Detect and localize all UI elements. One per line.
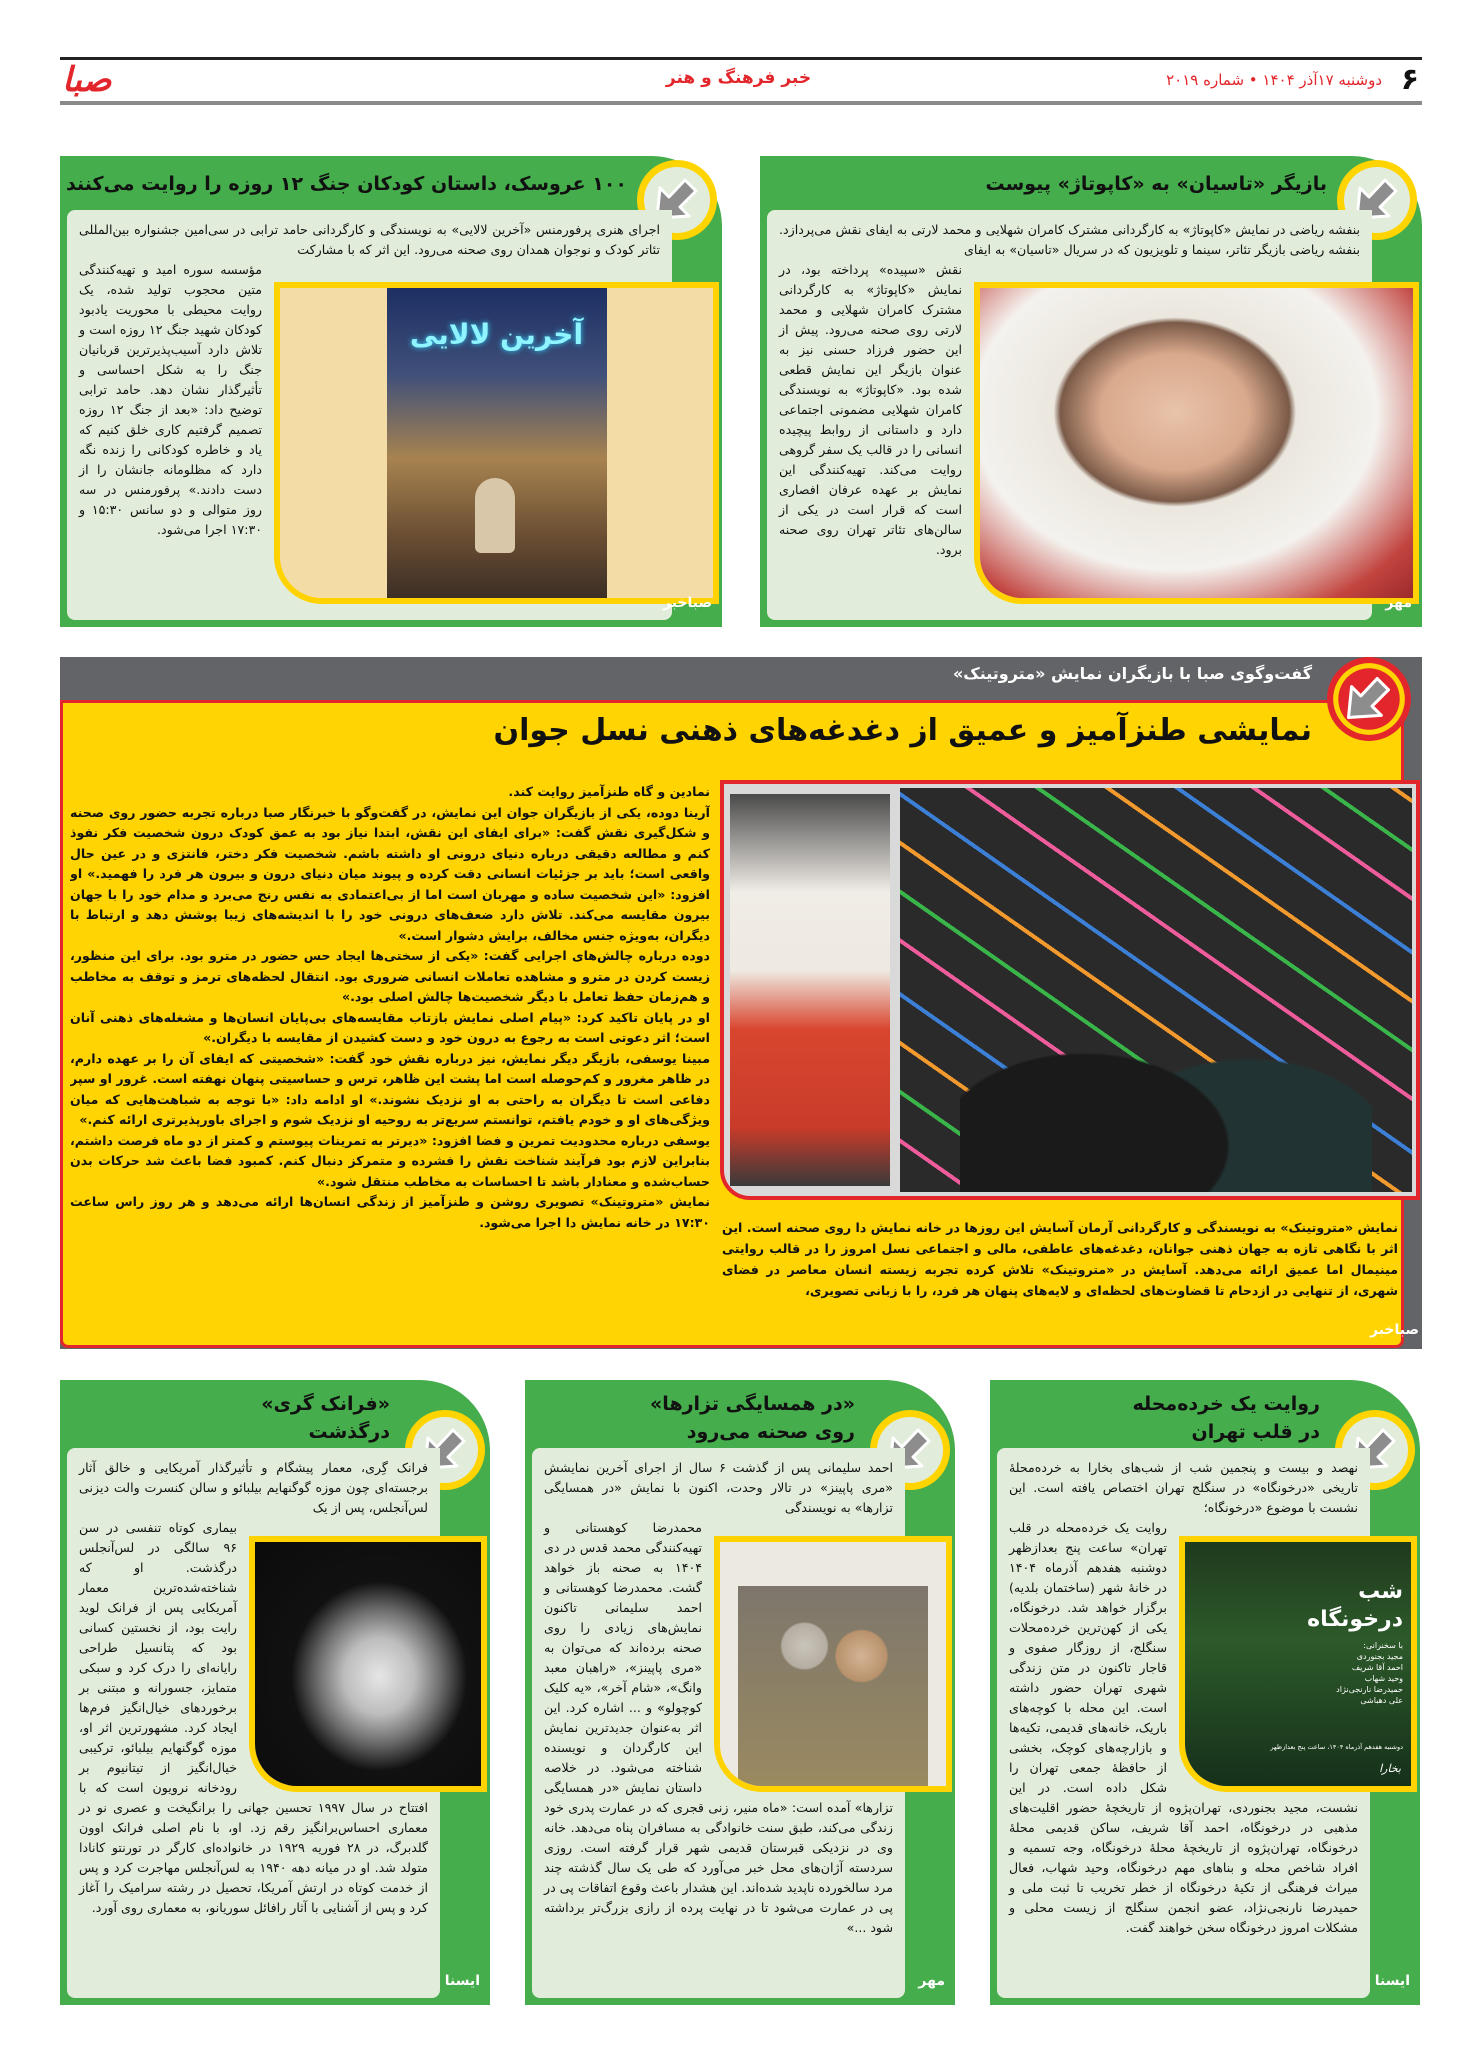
title-line: در قلب تهران: [1191, 1421, 1320, 1443]
title-line: روی صحنه می‌رود: [686, 1421, 855, 1443]
article-source: ایسنا: [1374, 1973, 1410, 1989]
article-box-darkhungah: [990, 1380, 1420, 2005]
article-title: ۱۰۰ عروسک، داستان کودکان جنگ ۱۲ روزه را روایت می‌کنند: [66, 173, 627, 195]
article-title: [1002, 1390, 1320, 1446]
article-body: مؤسسه سوره امید و تهیه‌کنندگی متین محجوب تولید شده، یک روایت محیطی با محوریت یادبود کودکان شهید جنگ ۱۲ روزه است و تلاش دارد آسیب‌پذیرترین قربانیان جنگ را به شکل احساسی و تأثیرگذار نشان دهد. حامد ترابی توضیح داد: «بعد از جنگ ۱۲ روزه تصمیم گرفتیم کاری خلق کنیم که یاد و خاطره کودکانی را زنده نگه دارد که مظلومانه جانشان را از دست دادند.» پرفورمنس در سه روز متوالی و دو سانس ۱۵:۳۰ و ۱۷:۳۰ اجرا می‌شود.: [79, 262, 262, 537]
issue-dateline: دوشنبه ۱۷آذر ۱۴۰۴ • شماره ۲۰۱۹: [1166, 71, 1382, 89]
poster-image: [274, 282, 719, 604]
article-panel: [532, 1448, 905, 1998]
article-title: [72, 1390, 390, 1446]
speaker: علی دهباشی: [1360, 1696, 1403, 1705]
article-box-puppets: [60, 156, 722, 627]
article-source: ایسنا: [444, 1973, 480, 1989]
speaker: وحید شهاب: [1364, 1674, 1403, 1683]
event-poster: [1179, 1536, 1417, 1792]
article-box-tsars: [525, 1380, 955, 2005]
header-bottom-rule: [60, 101, 1422, 105]
article-lead: بنفشه ریاضی در نمایش «کاپوتاژ» به کارگردانی مشترک کامران شهلایی و محمد لارتی به ایفای نقش می‌پردازد. بنفشه ریاضی بازیگر تئاتر، سینما و تلویزیون که در سریال «تاسیان» به ایفای: [779, 222, 1360, 257]
section-title: خبر فرهنگ و هنر: [665, 68, 812, 88]
header-top-rule: [60, 57, 1422, 60]
feature-kicker: گفت‌وگوی صبا با بازیگران نمایش «متروتینک»: [952, 664, 1312, 683]
feature-paragraph: مبینا یوسفی، بازیگر دیگر نمایش، نیز درباره نقش خود گفت: «شخصیتی که ایفای آن را بر عهده دارم، در ظاهر مغرور و کم‌حوصله است اما پشت این ظاهر، ترس و حساسیتی پنهان نهفته است. غرور او سپر دفاعی است تا دیگران به راحتی به او نزدیک نشوند.» او ادامه داد: «با توجه به شباهت‌هایی که میان ویژگی‌های او و خودم یافتم، توانستم سریع‌تر به روحیه او نزدیک شوم و اجرای باورپذیرتری ارائه کنم.»: [70, 1050, 710, 1127]
speaker: احمد آقا شریف: [1351, 1663, 1403, 1672]
speakers-label: با سخنرانی:: [1363, 1641, 1403, 1650]
feature-source: صباخبر: [1369, 1322, 1419, 1338]
feature-paragraph: دوده درباره چالش‌های اجرایی گفت: «یکی از سختی‌ها ایجاد حس حضور در مترو بود. برای این منظور، زیست کردن در مترو و مشاهده تعاملات انسانی ضروری بود. انتقال لحظه‌های ترمز و توقف به مخاطب و هم‌زمان حفظ تعامل با دیگر شخصیت‌ها چالش اصلی بود.»: [70, 948, 710, 1004]
feature-paragraph: نمایش «متروتینک» تصویری روشن و طنزآمیز از زندگی انسان‌ها ارائه می‌دهد و هر روز راس ساعت ۱۷:۳۰ در خانه نمایش دا اجرا می‌شود.: [70, 1194, 710, 1230]
speaker: حمیدرضا نارنجی‌نژاد: [1336, 1685, 1403, 1694]
article-body: بیماری کوتاه تنفسی در سن ۹۶ سالگی در لس‌آنجلس درگذشت. او که شناخته‌شده‌ترین معمار آمریکایی پس از فرانک لوید رایت بود، از نخستین کسانی بود که پتانسیل طراحی رایانه‌ای را درک کرد و سبکی متمایز، جسورانه و مبتنی بر برخوردهای خیال‌انگیز فرم‌ها ایجاد کرد. مشهورترین اثر او، موزه گوگنهایم بیلبائو، ترکیبی خیال‌انگیز از تیتانیوم بر رودخانه نرویون است که با افتتاح در سال ۱۹۹۷ تحسین جهانی را برانگیخت و عصری نو در معماری احساس‌برانگیز رقم زد. او، با نام اصلی فرانک اوون گلدبرگ، در ۲۸ فوریه ۱۹۲۹ در خانواده‌ای کارگر در تورنتو کانادا متولد شد. او در میانه دهه ۱۹۴۰ به لس‌آنجلس مهاجرت کرد و پس از خدمت کوتاه در ارتش آمریکا، تحصیل در رشته سرامیک را آغاز کرد و پس از آشنایی با آثار رافائل سوریانو، به معماری روی آورد.: [79, 1520, 429, 1915]
poster-speakers: [1336, 1640, 1403, 1706]
doll-figure: [475, 478, 515, 553]
article-lead: نهصد و بیست و پنجمین شب از شب‌های بخارا به خرده‌محلهٔ تاریخی «درخونگاه» در سنگلج تهران اختصاص یافته است. این نشست با موضوع «درخونگاه؛: [1009, 1460, 1358, 1515]
article-lead: فرانک گِری، معمار پیشگام و تأثیرگذار آمریکایی و خالق آثار برجسته‌ای چون موزه گوگنهایم بیلبائو و سالن کنسرت والت دیزنی لس‌آنجلس، پس از یک: [79, 1460, 428, 1515]
title-line: «فرانک گری»: [261, 1393, 390, 1415]
feature-paragraph: نمادین و گاه طنزآمیز روایت کند.: [508, 784, 710, 799]
poster-date: دوشنبه هفدهم آذرماه ۱۴۰۴، ساعت پنج بعدازظهر: [1270, 1743, 1403, 1751]
cast-stage-photo: [900, 788, 1412, 1192]
article-lead: احمد سلیمانی پس از گذشت ۶ سال از اجرای آخرین نمایشش «مری پاپینز» در تالار وحدت، اکنون با نمایش «در همسایگی تزارها» به نویسندگی: [544, 1460, 894, 1515]
feature-headline: نمایشی طنزآمیز و عمیق از دغدغه‌های ذهنی نسل جوان: [493, 713, 1312, 748]
article-source: مهر: [918, 1973, 945, 1989]
gehry-portrait: [249, 1536, 487, 1792]
feature-lead: نمایش «متروتینک» به نویسندگی و کارگردانی آرمان آسایش این روزها در خانه نمایش دا روی صحنه است. این اثر با نگاهی تازه به جهان ذهنی جوانان، دغدغه‌های عاطفی، مالی و اجتماعی نسل امروز را در قالب روایتی مینیمال اما عمیق ارائه می‌دهد. آسایش در «متروتینک» تلاش کرده تجربه زیسته انسان معاصر در فضای شهری، از تنهایی در ازدحام تا قضاوت‌های لحظه‌ای و لایه‌های پنهان هر فرد، را با زبانی تصویری،: [722, 1220, 1398, 1298]
article-box-kapotazh: [760, 156, 1422, 627]
actress-photo: [974, 282, 1419, 604]
article-panel: [67, 1448, 440, 1998]
article-panel: [767, 210, 1372, 620]
stage-photo: [720, 780, 1420, 1200]
article-source: مهر: [1385, 595, 1412, 611]
article-source: صباخبر: [662, 595, 712, 611]
newspaper-logo[interactable]: صبا: [62, 60, 112, 100]
article-title: بازیگر «تاسیان» به «کاپوتاژ» پیوست: [985, 173, 1327, 195]
poster-title: آخرین لالایی: [409, 318, 584, 351]
poster-title-line: درخونگاه: [1307, 1607, 1403, 1632]
article-body: روایت یک خرده‌محله در قلب تهران» ساعت پنج بعدازظهر دوشنبه هفدهم آذرماه ۱۴۰۴ در خانهٔ شهر (ساختمان بلدیه) برگزار خواهد شد. درخونگاه، یکی از کهن‌ترین خرده‌محلات سنگلج، از روزگار صفوی و قاجار تاکنون در متن زندگی شهری تهران حضور داشته است. این محله با کوچه‌های باریک، خانه‌های قدیمی، تکیه‌ها و بازارچه‌های کوچک، بخشی از حافظهٔ جمعی تهران را شکل داده است. در این نشست، مجید بجنوردی، تهران‌پژوه از تاریخچهٔ حضور اقلیت‌های مذهبی در درخونگاه، احمد آقا شریف، ساکن قدیمی محلهٔ درخونگاه، تهران‌پژوه از تاریخچهٔ محلهٔ درخونگاه، وجه تسمیه و افراد شاخص محله و بناهای مهم درخونگاه، وحید شهاب، فعال میراث فرهنگی از تکیهٔ درخونگاه از خطر تخریب تا ثبت ملی و حمیدرضا نارنجی‌نژاد، عضو انجمن سنگلج از زیست محلی و مشکلات امروز درخونگاه سخن خواهند گفت.: [1009, 1520, 1358, 1935]
feature-paragraph: آرینا دوده، یکی از بازیگران جوان این نمایش، در گفت‌وگو با خبرنگار صبا درباره تجربه حضور روی صحنه و شکل‌گیری نقش گفت: «برای ایفای این نقش، ابتدا نیاز بود به عمق کودک درون شخصیت فکر نفوذ کنم و مطالعه دقیقی درباره دنیای درونی او داشته باشم. شخصیت فکر دختر، فانتزی و در عین حال واقعی است؛ باید بر جزئیات انسانی دقت کرده و پیوند میان دنیای درون و بیرون هر فرد را فهمید.» او افزود: «این شخصیت ساده و مهربان است اما از بی‌اعتمادی به نفس رنج می‌برد و مدام خود را با جهان بیرون مقایسه می‌کند. تلاش دارد ضعف‌های درونی خود را با اندیشه‌های زیبا پوشش دهد و ارتباط با دیگران، به‌ویژه جنس مخالف، برایش دشوار است.»: [70, 804, 710, 943]
article-body: محمدرضا کوهستانی و تهیه‌کنندگی محمد قدس در دی ۱۴۰۴ به صحنه باز خواهد گشت. محمدرضا کوهستانی و احمد سلیمانی تاکنون نمایش‌های زیادی را روی صحنه برده‌اند که می‌توان به «مری پاپینز»، «راهبان معبد وانگ»، «شام آخر»، «یه کلیک کوچولو» و ... اشاره کرد. این اثر به‌عنوان جدیدترین نمایش این کارگردان و نویسنده شناخته می‌شود. در خلاصه داستان نمایش «در همسایگی تزارها» آمده است: «ماه منیر، زنی قجری که در عمارت پدری خود زندگی می‌کند، طبق سنت خانوادگی به مسافران پناه می‌دهد. خانه وی در نزدیکی قبرستان قدیمی شهر قرار گرفته است. روزی سردسته آژان‌های محل خبر می‌آورد که طی یک سال گذشته چند مرد سالخورده ناپدید شده‌اند. این هشدار باعث وقوع اتفاقات پی در پی در عمارت می‌شود تا در نهایت پرده از رازی بزرگ‌تر برداشته شود ...»: [544, 1520, 893, 1935]
title-line: روایت یک خرده‌محله: [1132, 1393, 1320, 1415]
director-writer-photo: [714, 1536, 952, 1792]
arrow-badge-icon: [1326, 656, 1412, 742]
feature-paragraph: او در پایان تاکید کرد: «پیام اصلی نمایش بازتاب مقایسه‌های بی‌پایان انسان‌ها و مشغله‌های ذهنی آنان است؛ اثر دعوتی است به رجوع به درون خود و دست کشیدن از مقایسه با دیگران.»: [70, 1009, 710, 1045]
page-number: ۶: [1400, 62, 1419, 97]
article-lead: اجرای هنری پرفورمنس «آخرین لالایی» به نویسندگی و کارگردانی حامد ترابی در سی‌امین جشنواره بین‌المللی تئاتر کودک و نوجوان همدان روی صحنه می‌رود. این اثر که با مشارکت: [79, 222, 660, 257]
poster-title-line: شب: [1358, 1579, 1403, 1604]
poster-title: [1307, 1578, 1403, 1634]
actress-stage-photo: [730, 794, 890, 1186]
article-body: نقش «سپیده» پرداخته بود، در نمایش «کاپوتاژ» به کارگردانی مشترک کامران شهلایی و محمد لارتی روی صحنه می‌رود. پیش از این حضور فرزاد حسنی نیز به عنوان بازیگر این نمایش قطعی شده بود. «کاپوتاژ» به نویسندگی کامران شهلایی مضمونی اجتماعی دارد و داستانی از روابط پیچیده انسانی را در قالب یک سفر گروهی روایت می‌کند. تهیه‌کنندگی این نمایش بر عهده عرفان افصاری است که قرار است در یکی از سالن‌های تئاتر تهران روی صحنه برود.: [779, 262, 962, 557]
speaker: مجید بجنوردی: [1356, 1652, 1403, 1661]
title-line: «در همسایگی تزارها»: [650, 1393, 855, 1415]
feature-body: [70, 782, 710, 1327]
bukhara-logo: بخارا: [1379, 1762, 1401, 1775]
article-box-gehry: [60, 1380, 490, 2005]
article-title: [537, 1390, 855, 1446]
feature-paragraph: یوسفی درباره محدودیت تمرین و فضا افزود: «دیرتر به تمرینات پیوستم و کمتر از دو ماه فرصت داشتم، بنابراین لازم بود فرآیند شناخت نقش را فشرده و متمرکز دنبال کنم. کمبود فضا باعث شد حرکات بدن حساب‌شده و معنادار باشد تا احساسات به مخاطب منتقل شود.»: [70, 1132, 710, 1189]
title-line: درگذشت: [308, 1421, 390, 1443]
article-panel: [67, 210, 672, 620]
